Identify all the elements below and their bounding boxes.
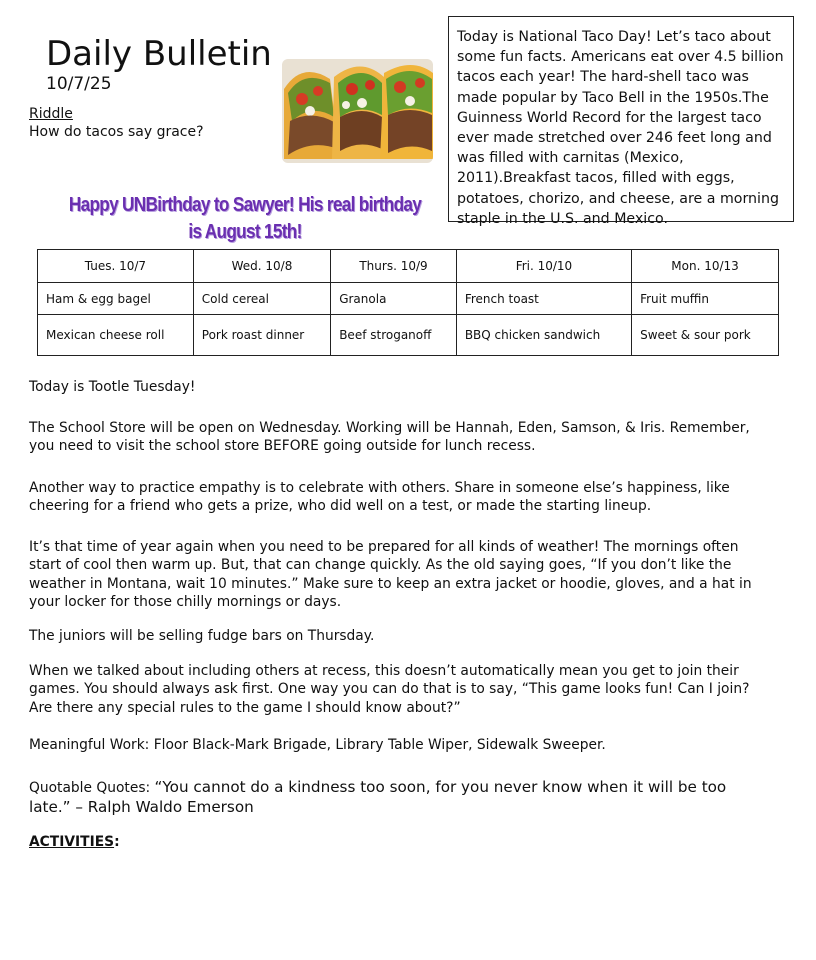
activities-label: ACTIVITIES	[29, 834, 115, 850]
announcement-weather: It’s that time of year again when you need to be prepared for all kinds of weather! The mornings often start of cool then warm up. But, that can change quickly. As the old saying goes, “If you don’t like the weather in Montana, wait 10 minutes.” Make sure to keep an extra jacket or hoodie, gloves, and a hat in your locker for those chilly mornings or days.	[29, 539, 752, 610]
bulletin-date: 10/7/25	[46, 74, 112, 94]
taco-photo	[282, 59, 433, 163]
bulletin-title: Daily Bulletin	[46, 34, 272, 74]
quotable-quotes	[29, 777, 769, 818]
lunch-menu-table	[37, 249, 779, 356]
birthday-line-1: Happy UNBirthday to Sawyer! His real birthday	[68, 194, 422, 216]
announcement-empathy: Another way to practice empathy is to celebrate with others. Share in someone else’s happiness, like cheering for a friend who gets a prize, who did well on a test, or made the starting lineup.	[29, 480, 730, 515]
announcement-school-store: The School Store will be open on Wednesday. Working will be Hannah, Eden, Samson, & Iris. Remember, you need to visit the school store BEFORE going outside for lunch recess.	[29, 420, 750, 455]
riddle-question: How do tacos say grace?	[29, 124, 204, 140]
activities-colon: :	[114, 834, 120, 850]
menu-cell: Pork roast dinner	[193, 315, 330, 356]
menu-cell: Cold cereal	[193, 283, 330, 315]
menu-breakfast-row	[38, 283, 779, 315]
announcement-meaningful-work: Meaningful Work: Floor Black-Mark Brigade, Library Table Wiper, Sidewalk Sweeper.	[29, 737, 606, 753]
menu-cell: BBQ chicken sandwich	[456, 315, 631, 356]
menu-cell: Ham & egg bagel	[38, 283, 194, 315]
menu-cell: French toast	[456, 283, 631, 315]
menu-day: Fri. 10/10	[456, 250, 631, 283]
menu-cell: Beef stroganoff	[331, 315, 457, 356]
announcement-recess: When we talked about including others at recess, this doesn’t automatically mean you get to join their games. You should always ask first. One way you can do that is to say, “This game looks fun! Can I join? Are there any special rules to the game I should know about?”	[29, 663, 750, 716]
menu-day: Wed. 10/8	[193, 250, 330, 283]
announcement-fudge-bars: The juniors will be selling fudge bars on Thursday.	[29, 628, 375, 644]
birthday-line-2: is August 15th!	[188, 221, 302, 243]
quote-text: “You cannot do a kindness too soon, for you never know when it will be too late.” – Ralph Waldo Emerson	[29, 778, 727, 817]
menu-cell: Mexican cheese roll	[38, 315, 194, 356]
menu-days-row	[38, 250, 779, 283]
menu-day: Tues. 10/7	[38, 250, 194, 283]
quote-label: Quotable Quotes:	[29, 780, 155, 796]
menu-cell: Granola	[331, 283, 457, 315]
riddle-label: Riddle	[29, 106, 73, 122]
taco-facts-box: Today is National Taco Day! Let’s taco about some fun facts. Americans eat over 4.5 billion tacos each year! The hard-shell taco was made popular by Taco Bell in the 1950s.The Guinness World Record for the largest taco ever made stretched over 246 feet long and was filled with carnitas (Mexico, 2011).Breakfast tacos, filled with eggs, potatoes, chorizo, and cheese, are a morning staple in the U.S. and Mexico.	[448, 16, 794, 222]
taco-illustration	[282, 59, 433, 163]
activities-heading	[29, 833, 769, 851]
menu-cell: Sweet & sour pork	[632, 315, 779, 356]
menu-cell: Fruit muffin	[632, 283, 779, 315]
birthday-banner	[69, 192, 422, 246]
menu-lunch-row	[38, 315, 779, 356]
menu-day: Mon. 10/13	[632, 250, 779, 283]
menu-day: Thurs. 10/9	[331, 250, 457, 283]
announcement-tootle: Today is Tootle Tuesday!	[29, 379, 196, 395]
